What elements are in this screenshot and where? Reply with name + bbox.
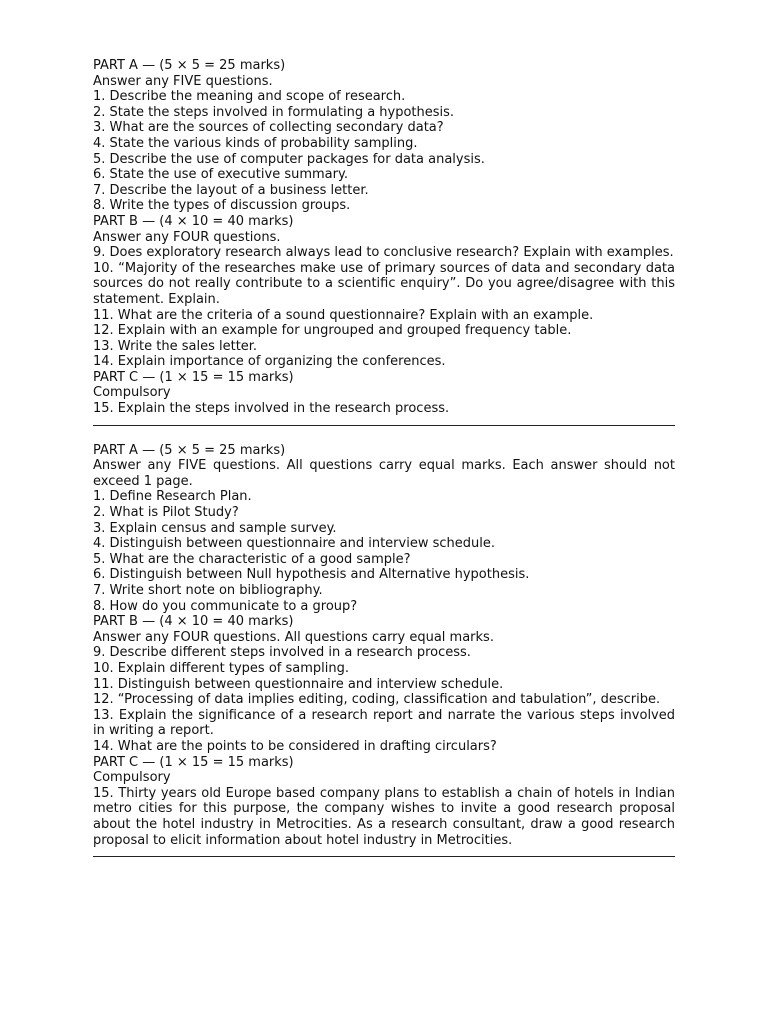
- section-divider: [93, 856, 675, 857]
- question: 3. Explain census and sample survey.: [93, 520, 337, 536]
- question: 1. Define Research Plan.: [93, 489, 252, 505]
- question: 6. State the use of executive summary.: [93, 167, 348, 183]
- question-paper: [93, 58, 675, 857]
- question: 1. Describe the meaning and scope of research.: [93, 89, 406, 105]
- question: 5. What are the characteristic of a good sample?: [93, 551, 411, 567]
- question: 8. How do you communicate to a group?: [93, 598, 358, 614]
- question: 11. What are the criteria of a sound questionnaire? Explain with an example.: [93, 307, 594, 323]
- part-heading: PART B — (4 × 10 = 40 marks): [93, 614, 294, 630]
- question: 2. What is Pilot Study?: [93, 505, 239, 521]
- question: 9. Does exploratory research always lead to conclusive research? Explain with examples.: [93, 245, 674, 261]
- question: 6. Distinguish between Null hypothesis and Alternative hypothesis.: [93, 567, 530, 583]
- question-section-1: [93, 58, 675, 426]
- instruction: Compulsory: [93, 770, 171, 786]
- section-gap: [93, 426, 675, 443]
- instruction: Compulsory: [93, 385, 171, 401]
- instruction: Answer any FIVE questions.: [93, 73, 273, 89]
- question: 9. Describe different steps involved in a research process.: [93, 645, 471, 661]
- question: 14. What are the points to be considered in drafting circulars?: [93, 738, 497, 754]
- question: 5. Describe the use of computer packages for data analysis.: [93, 151, 485, 167]
- part-heading: PART C — (1 × 15 = 15 marks): [93, 754, 294, 770]
- question: 11. Distinguish between questionnaire and interview schedule.: [93, 676, 504, 692]
- question: 4. State the various kinds of probability sampling.: [93, 135, 418, 151]
- question: 15. Explain the steps involved in the research process.: [93, 401, 450, 417]
- question: 8. Write the types of discussion groups.: [93, 198, 351, 214]
- question: 3. What are the sources of collecting secondary data?: [93, 120, 444, 136]
- part-heading: PART A — (5 × 5 = 25 marks): [93, 58, 286, 73]
- question: 2. State the steps involved in formulating a hypothesis.: [93, 104, 455, 120]
- question: 13. Write the sales letter.: [93, 338, 258, 354]
- question: 10. “Majority of the researches make use of primary sources of data and secondary data sources do not really contribute to a scientific enquiry”. Do you agree/disagree with this statement. Explain.: [93, 260, 675, 307]
- question: 14. Explain importance of organizing the conferences.: [93, 354, 446, 370]
- question: 7. Describe the layout of a business letter.: [93, 182, 369, 198]
- question: 10. Explain different types of sampling.: [93, 660, 349, 676]
- question: 12. Explain with an example for ungrouped and grouped frequency table.: [93, 323, 572, 339]
- question: 7. Write short note on bibliography.: [93, 583, 323, 598]
- part-heading: PART B — (4 × 10 = 40 marks): [93, 213, 294, 229]
- question: 13. Explain the significance of a research report and narrate the various steps involved in writing a report.: [93, 707, 675, 739]
- question: 4. Distinguish between questionnaire and interview schedule.: [93, 536, 495, 552]
- instruction: Answer any FOUR questions. All questions carry equal marks.: [93, 629, 494, 645]
- part-heading: PART C — (1 × 15 = 15 marks): [93, 369, 294, 385]
- question: 12. “Processing of data implies editing, coding, classification and tabulation”, describe.: [93, 692, 661, 708]
- instruction: Answer any FIVE questions. All questions carry equal marks. Each answer should not exceed 1 page.: [93, 458, 675, 489]
- instruction: Answer any FOUR questions.: [93, 229, 281, 245]
- part-heading: PART A — (5 × 5 = 25 marks): [93, 442, 286, 458]
- question: 15. Thirty years old Europe based company plans to establish a chain of hotels in Indian metro cities for this purpose, the company wishes to invite a good research proposal about the hotel industry in Metrocities. As a research consultant, draw a good research proposal to elicit information about hotel industry in Metrocities.: [93, 785, 675, 848]
- question-section-2: [93, 443, 675, 857]
